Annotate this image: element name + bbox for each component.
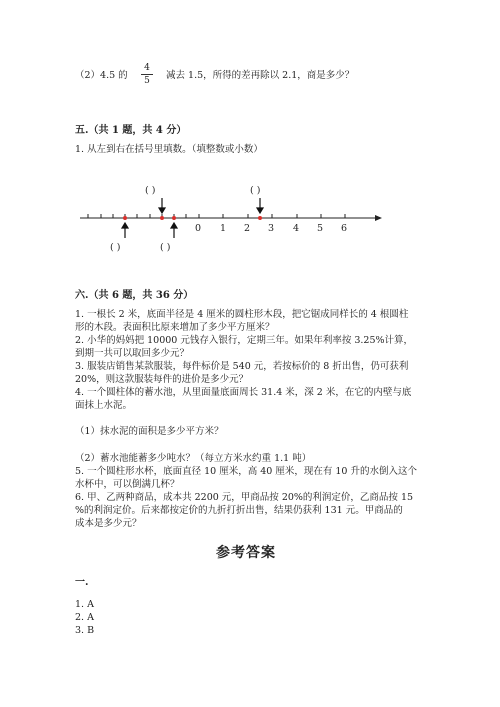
section6-line2-3: 6. 甲、乙两种商品，成本共 2200 元，甲商品按 20%的利润定价，乙商品按 15 — [75, 492, 414, 503]
answers-title: 参考答案 — [216, 545, 276, 561]
q2-prefix: （2）4.5 的 — [75, 70, 128, 81]
tick-label-0: 0 — [195, 223, 202, 234]
section6-line2-5: 成本是多少元？ — [75, 518, 142, 529]
section6-line-4: 3. 服装店销售某款服装，每件标价是 540 元，若按标价的 8 折出售，仍可获利 — [75, 361, 409, 372]
section6-line-3: 到期一共可以取回多少元？ — [75, 348, 190, 359]
blank-bottom-2: ( ) — [160, 242, 171, 253]
section6-heading: 六.（共 6 题，共 36 分） — [75, 290, 194, 301]
section6-line2-4: %的利润定价。后来都按定价的九折打折出售，结果仍获利 131 元。甲商品的 — [75, 505, 403, 516]
blank-bottom-1: ( ) — [110, 242, 121, 253]
tick-label-6: 6 — [341, 223, 348, 234]
section6-line-2: 2. 小华的妈妈把 10000 元钱存入银行，定期三年。如果年利率按 3.25%计算， — [75, 335, 414, 346]
tick-label-4: 4 — [293, 223, 300, 234]
section6-line-1: 形的木段。表面积比原来增加了多少平方厘米？ — [75, 322, 275, 333]
tick-label-5: 5 — [317, 223, 324, 234]
fraction-bar — [141, 74, 153, 75]
section6-line-6: 4. 一个圆柱体的蓄水池，从里面量底面周长 31.4 米，深 2 米，在它的内壁与底 — [75, 387, 412, 398]
section5-heading: 五.（共 1 题，共 4 分） — [75, 125, 187, 136]
section6-line2-2: 水杯中，可以倒满几杯？ — [75, 479, 180, 490]
section6-sub1: （1）抹水泥的面积是多少平方米？ — [75, 426, 224, 437]
number-line-diagram — [70, 180, 390, 260]
section6-line-5: 20%，则这款服装每件的进价是多少元？ — [75, 374, 249, 385]
tick-label-2: 2 — [244, 223, 251, 234]
section6-line-0: 1. 一根长 2 米，底面半径是 4 厘米的圆柱形木段，把它锯成同样长的 4 根圆柱 — [75, 309, 409, 320]
section6-line2-1: 5. 一个圆柱形水杯，底面直径 10 厘米，高 40 厘米，现在有 10 升的水倒入这个 — [75, 466, 417, 477]
answer-item-1: 2. A — [75, 612, 94, 623]
tick-label-1: 1 — [220, 223, 227, 234]
section6-line2-0: （2）蓄水池能蓄多少吨水？（每立方米水约重 1.1 吨） — [75, 453, 312, 464]
tick-label-3: 3 — [268, 223, 275, 234]
blank-top-1: ( ) — [145, 185, 156, 196]
answers-section: 一. — [75, 577, 89, 588]
section5-q1: 1. 从左到右在括号里填数。（填整数或小数） — [75, 144, 263, 155]
blank-top-2: ( ) — [250, 185, 261, 196]
q2-suffix: 减去 1.5，所得的差再除以 2.1，商是多少？ — [166, 70, 355, 81]
answer-item-0: 1. A — [75, 599, 94, 610]
section6-line-7: 面抹上水泥。 — [75, 400, 133, 411]
fraction-numerator: 4 — [144, 63, 150, 73]
q2-fraction — [141, 63, 153, 86]
fraction-denominator: 5 — [144, 76, 150, 86]
answer-item-2: 3. B — [75, 625, 95, 636]
